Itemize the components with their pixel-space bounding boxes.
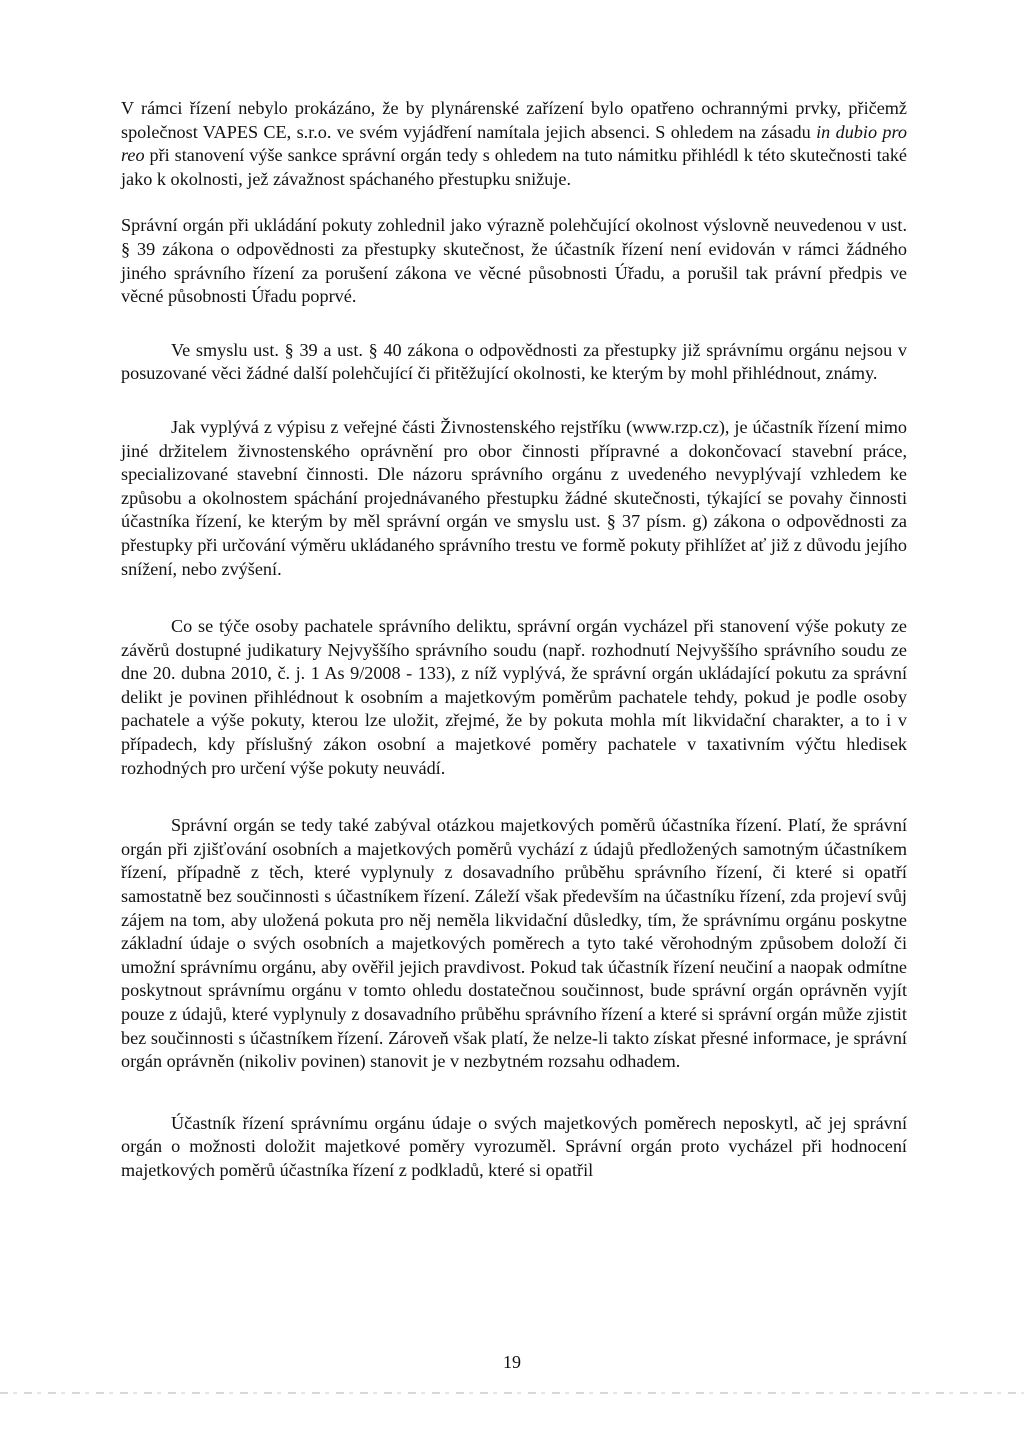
body-text — [121, 97, 907, 1183]
scan-artifact-line — [0, 1392, 1024, 1394]
paragraph-7: Účastník řízení správnímu orgánu údaje o svých majetkových poměrech neposkytl, ač jej správní orgán o možnosti doložit majetkové poměry vyrozuměl. Správní orgán proto vycházel při hodnocení majetkových poměrů účastníka řízení z podkladů, které si opatřil — [121, 1112, 907, 1180]
paragraph-1-part-3: při stanovení výše sankce správní orgán tedy s ohledem na tuto námitku přihlédl k této skutečnosti také jako k okolnosti, jež závažnost spáchaného přestupku snižuje. — [121, 145, 907, 189]
page-number: 19 — [503, 1352, 521, 1372]
paragraph-1 — [121, 97, 907, 191]
paragraph-6: Správní orgán se tedy také zabýval otázkou majetkových poměrů účastníka řízení. Platí, že správní orgán při zjišťování osobních a majetkových poměrů vychází z údajů předložených samotným účastníkem řízení, případně z těch, které vyplynuly z dosavadního průběhu správního řízení, či které si opatří samostatně bez součinnosti s účastníkem řízení. Záleží však především na účastníku řízení, zda projeví svůj zájem na tom, aby uložená pokuta pro něj neměla likvidační důsledky, tím, že správnímu orgánu poskytne základní údaje o svých osobních a majetkových poměrech a tyto také věrohodným způsobem doloží či umožní správnímu orgánu, aby ověřil jejich pravdivost. Pokud tak účastník řízení neučiní a naopak odmítne poskytnout správnímu orgánu v tomto ohledu dostatečnou součinnost, bude správní orgán oprávněn vyjít pouze z údajů, které vyplynuly z dosavadního průběhu správního řízení a které si správní orgán může zjistit bez součinnosti s účastníkem řízení. Zároveň však platí, že nelze-li takto získat přesné informace, je správní orgán oprávněn (nikoliv povinen) stanovit je v nezbytném rozsahu odhadem. — [121, 815, 907, 1072]
paragraph-5: Co se týče osoby pachatele správního deliktu, správní orgán vycházel při stanovení výše pokuty ze závěrů dostupné judikatury Nejvyššího správního soudu (např. rozhodnutí Nejvyššího správního soudu ze dne 20. dubna 2010, č. j. 1 As 9/2008 - 133), z níž vyplývá, že správní orgán ukládající pokutu za správní delikt je povinen přihlédnout k osobním a majetkovým poměrům pachatele tehdy, pokud je podle osoby pachatele a výše pokuty, kterou lze uložit, zřejmé, že by pokuta mohla mít likvidační charakter, a to i v případech, kdy příslušný zákon osobní a majetkové poměry pachatele v taxativním výčtu hledisek rozhodných pro určení výše pokuty neuvádí. — [121, 616, 907, 778]
paragraph-1-part-1: V rámci řízení nebylo prokázáno, že by plynárenské zařízení bylo opatřeno ochrannými prvky, přičemž společnost VAPES CE, s.r.o. ve svém vyjádření namítala jejich absenci. S ohledem na zásadu — [121, 98, 907, 142]
paragraph-2: Správní orgán při ukládání pokuty zohlednil jako výrazně polehčující okolnost výslovně neuvedenou v ust. § 39 zákona o odpovědnosti za přestupky skutečnost, že účastník řízení není evidován v rámci žádného jiného správního řízení za porušení zákona ve věcné působnosti Úřadu, a porušil tak právní předpis ve věcné působnosti Úřadu poprvé. — [121, 215, 907, 307]
latin-phrase: in dubio pro reo — [121, 121, 907, 166]
paragraph-4: Jak vyplývá z výpisu z veřejné části Živnostenského rejstříku (www.rzp.cz), je účastník řízení mimo jiné držitelem živnostenského oprávnění pro obor činnosti přípravné a dokončovací stavební práce, specializované stavební činnosti. Dle názoru správního orgánu z uvedeného nevyplývají vzhledem ke způsobu a okolnostem spáchání projednávaného přestupku žádné skutečnosti, týkající se povahy činnosti účastníka řízení, ke kterým by měl správní orgán ve smyslu ust. § 37 písm. g) zákona o odpovědnosti za přestupky při určování výměru ukládaného správního trestu ve formě pokuty přihlížet ať již z důvodu jejího snížení, nebo zvýšení. — [121, 416, 907, 579]
paragraph-3: Ve smyslu ust. § 39 a ust. § 40 zákona o odpovědnosti za přestupky již správnímu orgánu nejsou v posuzované věci žádné další polehčující či přitěžující okolnosti, ke kterým by mohl přihlédnout, známy. — [121, 339, 907, 384]
